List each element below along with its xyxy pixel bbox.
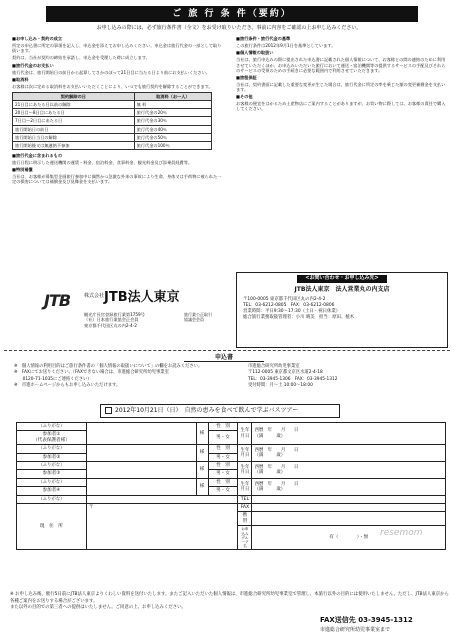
p3-ymd: 年 月 日: [267, 464, 299, 470]
fax-destination-sub: 市進総合研究所幼児事業室まで: [320, 627, 391, 633]
row-p4-furi: [17, 478, 446, 486]
p2-sama: 様: [196, 445, 208, 462]
p1-label-cell: [17, 431, 87, 445]
p4-sama: 様: [196, 478, 208, 495]
rc-1: この旅行条件は2012年9月1日を基準としています。: [236, 43, 336, 49]
rc-6: ■その他: [236, 94, 253, 100]
group-option[interactable]: 有（ ）・無: [252, 526, 446, 550]
fax-input[interactable]: [252, 504, 446, 512]
cancel-head-0: 契約解除の日: [13, 93, 135, 101]
p2-furigana-label: （ふりがな）: [17, 445, 87, 453]
p2-ymd: 年 月 日: [267, 447, 299, 453]
tour-select-row[interactable]: [100, 404, 340, 418]
footer-text-0: ※ お申し込み後、催行5日前にJTB法人東京よりくわしい資料を送付いたします。またご記入いただいた個人情報は、市進総合研究所幼児事業室で管理し、本旅行以外の目的には使用いたしません。ただし、JTB法人東京から各種ご案内をお送りする場合がございます。: [10, 592, 449, 604]
rc-2: ■個人情報の取扱い: [236, 50, 274, 56]
p2-name-input[interactable]: [86, 445, 196, 462]
postal-mark: 〒: [88, 505, 94, 511]
seal-line-1: 協議会会員: [184, 317, 204, 323]
tel-input[interactable]: [252, 495, 446, 503]
cancel-row-1-when: 20日目〜8日目にあたる日: [13, 109, 135, 117]
form-notes: [14, 364, 234, 390]
lc-1: 所定の申込書に所定の事項を記入し、申込金を添えてお申し込みください。申込金は旅行代金の一部として取り扱います。: [12, 43, 222, 54]
row-p3-furi: [17, 462, 446, 470]
addr-furigana-input[interactable]: [86, 495, 238, 503]
lc2-0: ■旅行代金に含まれるもの: [12, 152, 63, 158]
lc-0: ■お申し込み・契約の成立: [12, 36, 63, 41]
p1-label: 参加者①: [42, 432, 61, 438]
lc-5: ■取消料: [12, 76, 29, 82]
addr-line-1: （社）日本旅行業協会正会員: [84, 317, 139, 323]
p1-furigana-label: （ふりがな）: [17, 423, 87, 431]
contact-box: [236, 272, 448, 348]
lc-6: お客様は次に定める取消料をお支払いいただくことにより、いつでも旅行契約を解除することができます。: [12, 83, 213, 89]
p3-birth-label: 生年月日: [238, 462, 252, 479]
contact-name: JTB法人東京 法人営業丸の内支店: [294, 285, 390, 293]
tour-conditions-page: [4, 4, 450, 636]
conditions-left-column: [12, 34, 222, 284]
p1-sama: 様: [196, 423, 208, 445]
note2-2: TEL：03-3945-1306 FAX：03-3945-1312: [248, 376, 338, 382]
lc-2: 契約は、当社が契約の締結を承諾し、申込金を受理した時に成立します。: [12, 55, 150, 61]
group-label: お申込みグループ名: [238, 526, 252, 550]
tel-label: TEL: [238, 495, 252, 503]
p1-name-input[interactable]: [86, 423, 196, 445]
company-address: [84, 312, 145, 328]
p4-sex-option[interactable]: 男・女: [208, 487, 238, 495]
rc-4: ■旅程保証: [236, 74, 257, 80]
address-input[interactable]: [86, 504, 238, 550]
note-0: ※ 個人情報の利用目的はご旅行条件書の「個人情報の取扱いについて」の欄をお読みください。: [14, 364, 203, 369]
p3-label: 参加者③: [17, 470, 87, 478]
p2-birth-label: 生年月日: [238, 445, 252, 462]
p1-age: （満 歳）: [254, 433, 286, 439]
corp-label: 株式会社: [84, 293, 105, 299]
p4-age: （満 歳）: [254, 486, 286, 492]
lc2-1: 旅行日程に明示した運送機関の運賃・料金、宿泊料金、食事料金、観光料金及び添乗員経費等。: [12, 160, 193, 165]
jtb-logo: JTB: [44, 291, 71, 310]
p2-age: （満 歳）: [254, 453, 286, 459]
p4-birth-field[interactable]: [252, 478, 446, 495]
row-p1-furi: [17, 423, 446, 431]
p3-sex-label: 性 別: [208, 462, 238, 470]
row-addr: [17, 504, 446, 512]
lc-4: 旅行代金は、旅行開始日の前日から起算してさかのぼって21日目に当たる日より前にお支払いください。: [12, 69, 210, 75]
form-title: 申込書: [184, 354, 264, 362]
p4-name-input[interactable]: [86, 478, 196, 495]
conditions-right-column: [236, 34, 446, 264]
contact-line-2: 営業時間：平日9:30〜17:30（土日・祝日休業）: [243, 309, 341, 315]
conditions-title: ご 旅 行 条 件（要約）: [46, 6, 418, 22]
row-addr-furi: [17, 495, 446, 503]
p1-sex-option[interactable]: 男・女: [208, 431, 238, 445]
tour-checkbox[interactable]: [105, 407, 112, 414]
p1-sub: （代表保護者様）: [33, 437, 70, 443]
rc-3: 当社は、旅行申込みの際に提出された申込書に記載された個人情報について、お客様との間の連絡のために利用させていただくほか、お申込みいただいた旅行において運送・宿泊機関等の提供するサービスの手配及びそれらのサービスの受領のための手続きに必要な範囲内で利用させていただきます。: [236, 57, 446, 73]
addr-line-2: 東京都千代田区丸の内2-4-2: [84, 322, 137, 328]
form-notes-right: [248, 364, 444, 390]
contact-line-3: 総合旅行業務取扱管理者：小川 晴美 担当：原田、植木: [243, 315, 355, 321]
p4-birth-label: 生年月日: [238, 478, 252, 495]
contact-lines: [243, 297, 441, 322]
p3-age: （満 歳）: [254, 469, 286, 475]
p1-birth-field[interactable]: [252, 423, 446, 445]
lc-3: ■旅行代金のお支払い: [12, 62, 54, 68]
note-3: ※ 市進ホームページからもお申し込みいただけます。: [14, 383, 121, 389]
rc-5: 当社は、契約書面に記載した重要な変更が生じた場合は、旅行代金に所定の率を乗じた額の変更補償金を支払います。: [236, 81, 446, 92]
contact-header: <お問い合わせ・お申し込み先>: [297, 275, 387, 283]
note2-3: 受付時間：月〜土 10:00〜18:00: [248, 383, 313, 389]
cancel-row-1-fee: 旅行代金の20％: [134, 109, 211, 117]
contact-line-0: 〒100-0005 東京都千代田区丸の内2-4-2: [243, 296, 326, 302]
footer-note: [10, 592, 450, 612]
p3-birth-field[interactable]: [252, 462, 446, 479]
note-2: 0120-71-1035にご連絡ください）: [14, 376, 92, 382]
cut-line: [4, 350, 450, 351]
p2-birth-field[interactable]: [252, 445, 446, 462]
contact-line-1: TEL：03-6212-0805 FAX：03-6212-0806: [243, 303, 335, 309]
p1-birth-label: 生年月日: [238, 423, 252, 445]
addr-furigana-label: （ふりがな）: [17, 495, 87, 503]
p3-name-input[interactable]: [86, 462, 196, 479]
p4-era: 西暦: [254, 481, 264, 487]
cancel-row-0-fee: 無 料: [134, 101, 211, 109]
conditions-subline: お申し込みの際には、必ず旅行条件書（全文）をお受け取りいただき、事前に内容をご確認の上お申し込みください。: [96, 25, 362, 31]
lc2-3: 当社は、お客様が募集型企画旅行参加中に偶然かつ急激な外来の事故により生命、身体又は手荷物に被られた一定の損害については補償金及び見舞金を支払います。: [12, 174, 222, 185]
p2-era: 西暦: [254, 447, 264, 453]
footer-text-1: また以外の目的での第三者への提供はいたしません。ご同意の上、お申し込みください。: [10, 605, 186, 611]
watermark: resemom: [380, 528, 423, 538]
cancel-row-2-when: 7日目〜2日目にあたる日: [13, 117, 135, 125]
note2-1: 〒112-0005 東京都文京区水道2-4-18: [248, 370, 323, 376]
fax-label: FAX: [238, 504, 252, 512]
p4-furigana-label: （ふりがな）: [17, 478, 87, 486]
p3-furigana-label: （ふりがな）: [17, 462, 87, 470]
cancel-row-5-when: 旅行開始後又は無連絡不参加: [13, 141, 135, 149]
p3-sama: 様: [196, 462, 208, 479]
address-label: 現 住 所: [17, 504, 87, 550]
cancel-row-4-when: 旅行開始日当日の解除: [13, 133, 135, 141]
tour-name: 2012年10月21日（日） 自然の恵みを食べて飲んで学ぶバスツアー: [115, 407, 299, 414]
cancel-fee-table: [12, 92, 212, 150]
cancel-row-4-fee: 旅行代金の50％: [134, 133, 211, 141]
cancel-row-3-when: 旅行開始日の前日: [13, 125, 135, 133]
lc2-2: ■特別補償: [12, 167, 33, 173]
p4-label: 参加者④: [17, 487, 87, 495]
row-p2-furi: [17, 445, 446, 453]
cancel-row-3-fee: 旅行代金の40％: [134, 125, 211, 133]
p4-ymd: 年 月 日: [267, 481, 299, 487]
cancel-head-1: 取消料（お一人）: [134, 93, 211, 101]
p2-sex-option[interactable]: 男・女: [208, 453, 238, 461]
trade-seal: [184, 312, 212, 322]
p3-era: 西暦: [254, 464, 264, 470]
jtb-logo-block: [44, 290, 234, 340]
addr-line-0: 観光庁長官登録旅行業第1759号: [84, 312, 145, 317]
p1-era: 西暦: [254, 428, 264, 434]
cancel-row-5-fee: 旅行代金の100％: [134, 141, 211, 149]
note-1: ※ FAXにてお送りください。（FAXできない場合は、市進総合研究所幼児事業室: [14, 370, 169, 376]
p1-sex-label: 性 別: [208, 423, 238, 431]
mobile-input[interactable]: [252, 512, 446, 526]
p3-sex-option[interactable]: 男・女: [208, 470, 238, 478]
rc-0: ■旅行条件・旅行代金の基準: [236, 36, 291, 41]
p4-sex-label: 性 別: [208, 478, 238, 486]
mobile-label: 携帯: [238, 512, 252, 526]
note2-0: 市進総合研究所幼児事業室: [248, 364, 300, 369]
cancel-row-0-when: 21日目にあたる日以前の解除: [13, 101, 135, 109]
p1-ymd: 年 月 日: [267, 428, 299, 434]
p2-label: 参加者②: [17, 453, 87, 461]
seal-line-0: 旅行業公正取引: [184, 312, 212, 317]
cancel-row-2-fee: 旅行代金の30％: [134, 117, 211, 125]
rc-7: お客様の便宜をはかるため土産物店にご案内することがありますが、お買い物に際しては、お客様の責任で購入してください。: [236, 101, 446, 112]
fax-destination: FAX送信先 03-3945-1312: [320, 616, 413, 624]
company-name: JTB法人東京: [104, 290, 180, 305]
p2-sex-label: 性 別: [208, 445, 238, 453]
